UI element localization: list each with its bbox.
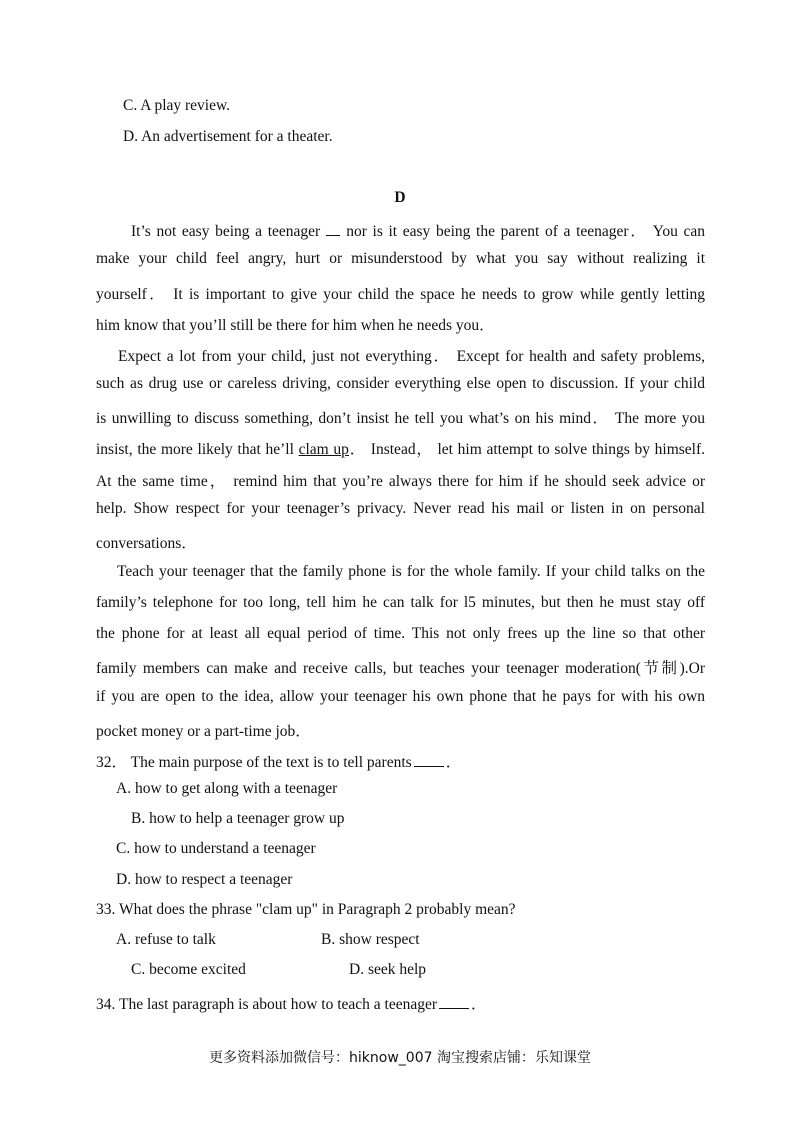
passage-line: family’s telephone for too long, tell him he can talk for l5 minutes, but then he must stay off (96, 594, 705, 611)
option-32-d: D. how to respect a teenager (116, 871, 293, 888)
option-33-a: A. refuse to talk (116, 931, 216, 948)
passage-line: pocket money or a part-time job． (96, 723, 311, 740)
passage-line: It’s not easy being a teenager nor is it easy being the parent of a teenager． You can (131, 223, 705, 240)
option-32-a: A. how to get along with a teenager (116, 780, 338, 797)
section-title: D (394, 189, 406, 206)
answer-blank (439, 998, 469, 1009)
option-33-c: C. become excited (131, 961, 246, 978)
passage-line: if you are open to the idea, allow your teenager his own phone that he pays for with his own (96, 688, 705, 705)
option-d-prev: D. An advertisement for a theater. (123, 128, 333, 145)
passage-line: the phone for at least all equal period of time. This not only frees up the line so that other (96, 625, 705, 642)
passage-line: conversations． (96, 535, 197, 552)
passage-line: insist, the more likely that he’ll clam up． Instead， let him attempt to solve things by himself. (96, 441, 706, 458)
question-33: 33. What does the phrase "clam up" in Paragraph 2 probably mean? (96, 901, 516, 918)
option-32-c: C. how to understand a teenager (116, 840, 316, 857)
passage-line: him know that you’ll still be there for him when he needs you． (96, 317, 495, 334)
passage-line: Teach your teenager that the family phone is for the whole family. If your child talks on the (117, 563, 705, 580)
question-32: 32． The main purpose of the text is to tell parents ． (96, 754, 462, 771)
passage-line: Expect a lot from your child, just not everything． Except for health and safety problems, (118, 348, 705, 365)
option-c-prev: C. A play review. (123, 97, 231, 114)
question-34: 34. The last paragraph is about how to teach a teenager ． (96, 996, 487, 1013)
option-32-b: B. how to help a teenager grow up (131, 810, 345, 827)
passage-line: such as drug use or careless driving, consider everything else open to discussion. If your child (96, 375, 705, 392)
underlined-phrase: clam up (298, 441, 349, 458)
passage-line: help. Show respect for your teenager’s privacy. Never read his mail or listen in on personal (96, 500, 705, 517)
option-33-b: B. show respect (321, 931, 420, 948)
option-33-d: D. seek help (349, 961, 427, 978)
passage-line: yourself． It is important to give your child the space he needs to grow while gently letting (96, 286, 705, 303)
em-dash (326, 225, 340, 236)
answer-blank (414, 756, 444, 767)
footer-note: 更多资料添加微信号：hiknow_007 淘宝搜索店铺：乐知课堂 (209, 1050, 591, 1066)
passage-line: family members can make and receive calls, but teaches your teenager moderation(节制).Or (96, 660, 705, 677)
passage-line: is unwilling to discuss something, don’t insist he tell you what’s on his mind． The more you (96, 410, 705, 427)
passage-line: At the same time， remind him that you’re always there for him if he should seek advice or (96, 473, 705, 490)
passage-line: make your child feel angry, hurt or misunderstood by what you say without realizing it (96, 250, 705, 267)
